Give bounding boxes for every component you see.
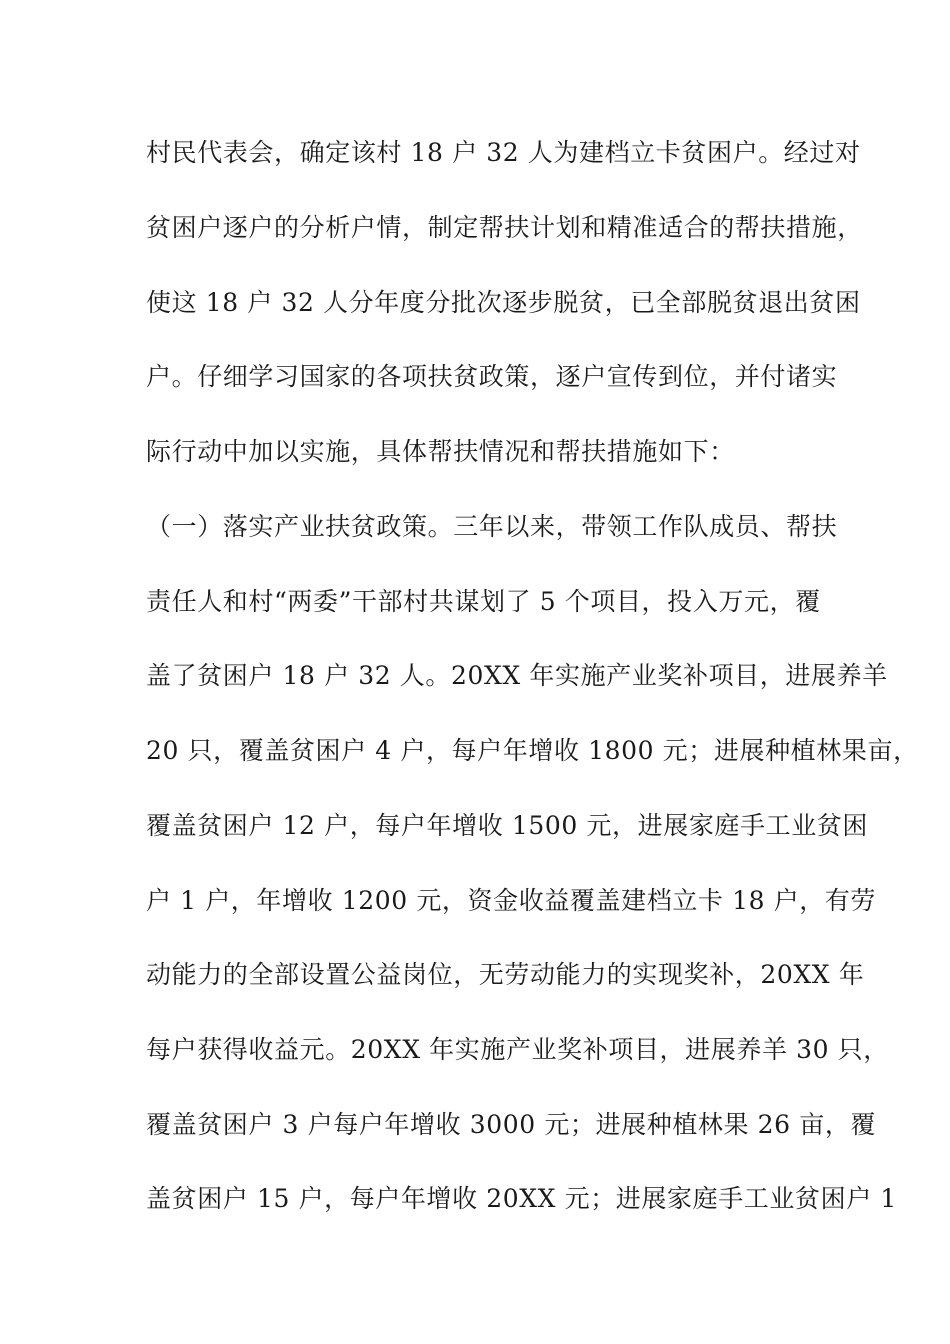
paragraph-line: 责任人和村“两委”干部村共谋划了 5 个项目，投入万元，覆	[146, 587, 821, 616]
section-heading-line: （一）落实产业扶贫政策。三年以来，带领工作队成员、帮扶	[146, 512, 838, 541]
paragraph-line: 贫困户逐户的分析户情，制定帮扶计划和精准适合的帮扶措施，	[146, 213, 863, 242]
paragraph-line: 使这 18 户 32 人分年度分批次逐步脱贫，已全部脱贫退出贫困	[146, 288, 861, 317]
paragraph-line: 村民代表会，确定该村 18 户 32 人为建档立卡贫困户。经过对	[146, 138, 861, 167]
paragraph-line: 盖了贫困户 18 户 32 人。20XX 年实施产业奖补项目，进展养羊	[146, 661, 888, 690]
paragraph-line: 盖贫困户 15 户，每户年增收 20XX 元；进展家庭手工业贫困户 1	[146, 1184, 897, 1213]
paragraph-line: 动能力的全部设置公益岗位，无劳动能力的实现奖补，20XX 年	[146, 960, 865, 989]
paragraph-line: 覆盖贫困户 12 户，每户年增收 1500 元，进展家庭手工业贫困	[146, 811, 869, 840]
paragraph-line: 20 只，覆盖贫困户 4 户，每户年增收 1800 元；进展种植林果亩，	[146, 736, 919, 765]
paragraph-line: 户。仔细学习国家的各项扶贫政策，逐户宣传到位，并付诸实	[146, 362, 838, 391]
paragraph-line: 际行动中加以实施，具体帮扶情况和帮扶措施如下：	[146, 437, 735, 466]
paragraph-line: 户 1 户，年增收 1200 元，资金收益覆盖建档立卡 18 户，有劳	[146, 886, 877, 915]
paragraph-line: 每户获得收益元。20XX 年实施产业奖补项目，进展养羊 30 只，	[146, 1035, 889, 1064]
paragraph-line: 覆盖贫困户 3 户每户年增收 3000 元；进展种植林果 26 亩，覆	[146, 1110, 877, 1139]
